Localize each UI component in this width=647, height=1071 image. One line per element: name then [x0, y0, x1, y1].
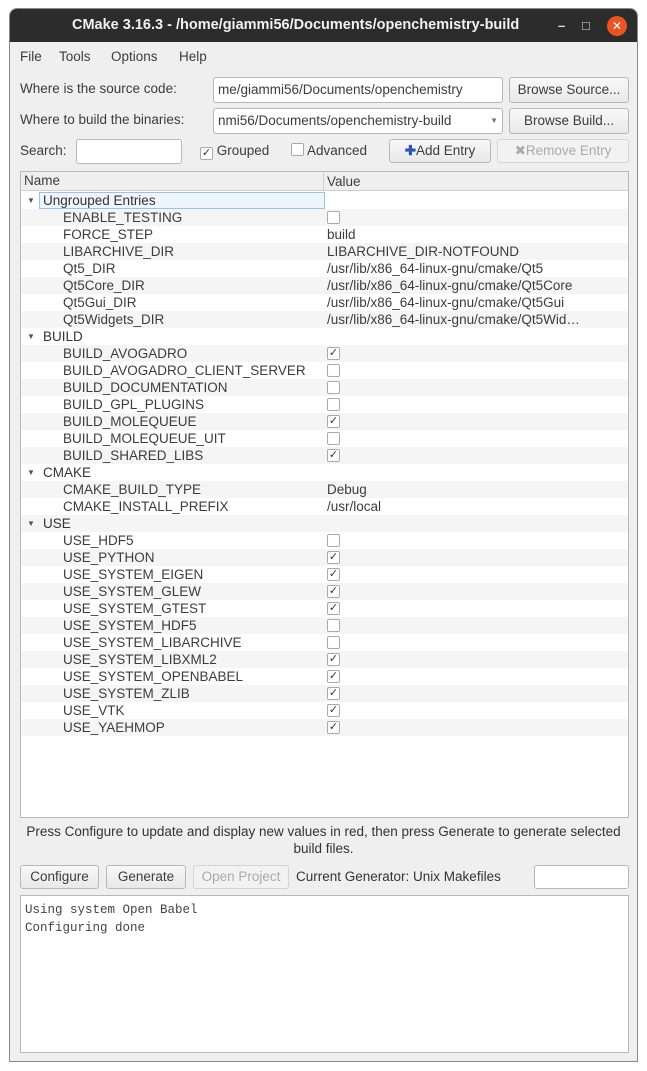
entry-value-checkbox[interactable]: ✓ — [328, 704, 339, 716]
entry-value[interactable]: /usr/lib/x86_64-linux-gnu/cmake/Qt5Gui — [327, 295, 565, 310]
entry-value-checkbox[interactable] — [327, 636, 340, 649]
cmake-window — [9, 8, 638, 1062]
remove-entry-button[interactable] — [497, 139, 629, 163]
table-row[interactable] — [21, 702, 628, 719]
entry-value-checkbox[interactable]: ✓ — [328, 568, 339, 580]
group-name: USE — [43, 516, 71, 531]
table-row[interactable] — [21, 396, 628, 413]
title-bar — [10, 9, 637, 42]
grouped-checkbox[interactable] — [200, 143, 269, 160]
entry-name: USE_SYSTEM_OPENBABEL — [63, 669, 244, 684]
entry-value[interactable]: build — [327, 227, 356, 242]
entry-name: USE_SYSTEM_LIBARCHIVE — [63, 635, 242, 650]
generator-field[interactable] — [534, 865, 629, 889]
minimize-button[interactable]: – — [558, 18, 566, 33]
entry-name: BUILD_MOLEQUEUE_UIT — [63, 431, 226, 446]
entry-value-checkbox[interactable]: ✓ — [328, 449, 339, 461]
entry-value-checkbox[interactable]: ✓ — [328, 585, 339, 597]
entry-value[interactable]: /usr/local — [327, 499, 382, 514]
menu-file[interactable]: File — [20, 49, 42, 64]
source-input[interactable]: me/giammi56/Documents/openchemistry — [213, 77, 503, 103]
menu-help[interactable]: Help — [179, 49, 207, 64]
remove-icon: ✖ — [514, 143, 526, 158]
table-row[interactable] — [21, 617, 628, 634]
add-entry-label: Add Entry — [416, 143, 476, 158]
browse-source-button[interactable]: Browse Source... — [509, 77, 629, 103]
group-row[interactable] — [21, 192, 628, 209]
entry-name: BUILD_MOLEQUEUE — [63, 414, 197, 429]
window-title: CMake 3.16.3 - /home/giammi56/Documents/openchemistry-build — [72, 17, 520, 33]
group-row[interactable] — [21, 328, 628, 345]
table-body — [21, 192, 628, 736]
table-row[interactable] — [21, 498, 628, 515]
entry-name: BUILD_GPL_PLUGINS — [63, 397, 205, 412]
advanced-label: Advanced — [307, 143, 368, 158]
entry-value-checkbox[interactable] — [327, 432, 340, 445]
expand-triangle-icon[interactable]: ▼ — [27, 468, 35, 477]
entry-value-checkbox[interactable]: ✓ — [328, 415, 339, 427]
output-line: Configuring done — [25, 921, 146, 935]
entry-name: Qt5Core_DIR — [63, 278, 145, 293]
entry-name: LIBARCHIVE_DIR — [63, 244, 175, 259]
entry-value-checkbox[interactable]: ✓ — [328, 670, 339, 682]
search-input[interactable] — [76, 139, 182, 164]
table-header — [21, 172, 628, 191]
table-row[interactable] — [21, 651, 628, 668]
entry-value-checkbox[interactable]: ✓ — [328, 687, 339, 699]
entry-name: FORCE_STEP — [63, 227, 154, 242]
table-row[interactable] — [21, 294, 628, 311]
plus-icon: ✚ — [404, 143, 417, 158]
table-row[interactable] — [21, 209, 628, 226]
advanced-check[interactable] — [291, 143, 304, 156]
table-row[interactable] — [21, 277, 628, 294]
column-header-value[interactable]: Value — [323, 172, 361, 190]
entry-value-checkbox[interactable] — [327, 381, 340, 394]
menu-tools[interactable]: Tools — [59, 49, 91, 64]
entry-name: USE_HDF5 — [63, 533, 134, 548]
table-row[interactable] — [21, 226, 628, 243]
table-row[interactable] — [21, 311, 628, 328]
maximize-button[interactable]: □ — [582, 18, 590, 33]
build-path: nmi56/Documents/openchemistry-build — [218, 113, 452, 128]
entry-name: USE_SYSTEM_GLEW — [63, 584, 202, 599]
build-label: Where to build the binaries: — [20, 112, 185, 127]
open-project-button[interactable]: Open Project — [193, 865, 289, 889]
table-row[interactable] — [21, 634, 628, 651]
entry-value[interactable]: LIBARCHIVE_DIR-NOTFOUND — [327, 244, 520, 259]
entry-name: USE_PYTHON — [63, 550, 155, 565]
group-name: BUILD — [43, 329, 83, 344]
entry-name: Qt5_DIR — [63, 261, 116, 276]
table-row[interactable] — [21, 668, 628, 685]
table-row[interactable] — [21, 719, 628, 736]
expand-triangle-icon[interactable]: ▼ — [27, 196, 35, 205]
table-row[interactable] — [21, 549, 628, 566]
entry-value-checkbox[interactable]: ✓ — [328, 653, 339, 665]
entry-name: Qt5Widgets_DIR — [63, 312, 165, 327]
entry-value[interactable]: Debug — [327, 482, 367, 497]
table-row[interactable] — [21, 243, 628, 260]
current-generator-label: Current Generator: Unix Makefiles — [296, 869, 501, 884]
expand-triangle-icon[interactable]: ▼ — [27, 519, 35, 528]
entry-value-checkbox[interactable] — [327, 534, 340, 547]
table-row[interactable] — [21, 685, 628, 702]
close-button[interactable]: ✕ — [607, 16, 627, 36]
remove-entry-label: Remove Entry — [525, 143, 612, 158]
entry-name: USE_SYSTEM_LIBXML2 — [63, 652, 217, 667]
group-name: Ungrouped Entries — [43, 193, 156, 208]
chevron-down-icon: ▼ — [490, 116, 498, 125]
group-name: CMAKE — [43, 465, 92, 480]
entry-name: USE_SYSTEM_GTEST — [63, 601, 207, 616]
cache-table — [20, 171, 629, 818]
source-label: Where is the source code: — [20, 81, 177, 96]
table-row[interactable] — [21, 447, 628, 464]
entry-name: BUILD_AVOGADRO_CLIENT_SERVER — [63, 363, 306, 378]
entry-name: CMAKE_BUILD_TYPE — [63, 482, 202, 497]
entry-value[interactable]: /usr/lib/x86_64-linux-gnu/cmake/Qt5Core — [327, 278, 573, 293]
advanced-checkbox[interactable] — [291, 143, 367, 158]
entry-name: USE_VTK — [63, 703, 125, 718]
entry-name: Qt5Gui_DIR — [63, 295, 137, 310]
entry-value-checkbox[interactable]: ✓ — [328, 551, 339, 563]
output-line: Using system Open Babel — [25, 903, 198, 917]
entry-name: ENABLE_TESTING — [63, 210, 183, 225]
add-entry-button[interactable] — [389, 139, 491, 163]
table-row[interactable] — [21, 583, 628, 600]
search-label: Search: — [20, 143, 67, 158]
menu-options[interactable]: Options — [111, 49, 158, 64]
table-row[interactable] — [21, 379, 628, 396]
expand-triangle-icon[interactable]: ▼ — [27, 332, 35, 341]
entry-name: BUILD_DOCUMENTATION — [63, 380, 228, 395]
entry-value-checkbox[interactable] — [327, 211, 340, 224]
build-combobox[interactable] — [213, 108, 503, 134]
configure-button[interactable]: Configure — [20, 865, 99, 889]
entry-value-checkbox[interactable]: ✓ — [328, 602, 339, 614]
entry-value-checkbox[interactable]: ✓ — [328, 347, 339, 359]
entry-name: CMAKE_INSTALL_PREFIX — [63, 499, 229, 514]
entry-name: BUILD_AVOGADRO — [63, 346, 188, 361]
entry-value-checkbox[interactable] — [327, 619, 340, 632]
hint-text: Press Configure to update and display new values in red, then press Generate to generate selected build files. — [26, 824, 621, 856]
table-row[interactable] — [21, 481, 628, 498]
entry-value-checkbox[interactable] — [327, 364, 340, 377]
table-row[interactable] — [21, 566, 628, 583]
table-row[interactable] — [21, 413, 628, 430]
entry-name: USE_SYSTEM_EIGEN — [63, 567, 204, 582]
entry-value[interactable]: /usr/lib/x86_64-linux-gnu/cmake/Qt5Wid… — [327, 312, 580, 327]
entry-name: BUILD_SHARED_LIBS — [63, 448, 204, 463]
entry-name: USE_SYSTEM_ZLIB — [63, 686, 190, 701]
grouped-check[interactable]: ✓ — [201, 147, 212, 159]
generate-button[interactable]: Generate — [106, 865, 186, 889]
group-row[interactable] — [21, 464, 628, 481]
browse-build-button[interactable]: Browse Build... — [509, 108, 629, 134]
table-row[interactable] — [21, 430, 628, 447]
entry-name: USE_YAEHMOP — [63, 720, 165, 735]
entry-value-checkbox[interactable] — [327, 398, 340, 411]
column-header-name[interactable]: Name — [24, 173, 61, 188]
entry-name: USE_SYSTEM_HDF5 — [63, 618, 197, 633]
entry-value[interactable]: /usr/lib/x86_64-linux-gnu/cmake/Qt5 — [327, 261, 544, 276]
table-row[interactable] — [21, 532, 628, 549]
output-log[interactable] — [20, 895, 629, 1053]
table-row[interactable] — [21, 362, 628, 379]
grouped-label: Grouped — [216, 143, 270, 158]
table-row[interactable] — [21, 345, 628, 362]
entry-value-checkbox[interactable]: ✓ — [328, 721, 339, 733]
group-row[interactable] — [21, 515, 628, 532]
table-row[interactable] — [21, 260, 628, 277]
table-row[interactable] — [21, 600, 628, 617]
